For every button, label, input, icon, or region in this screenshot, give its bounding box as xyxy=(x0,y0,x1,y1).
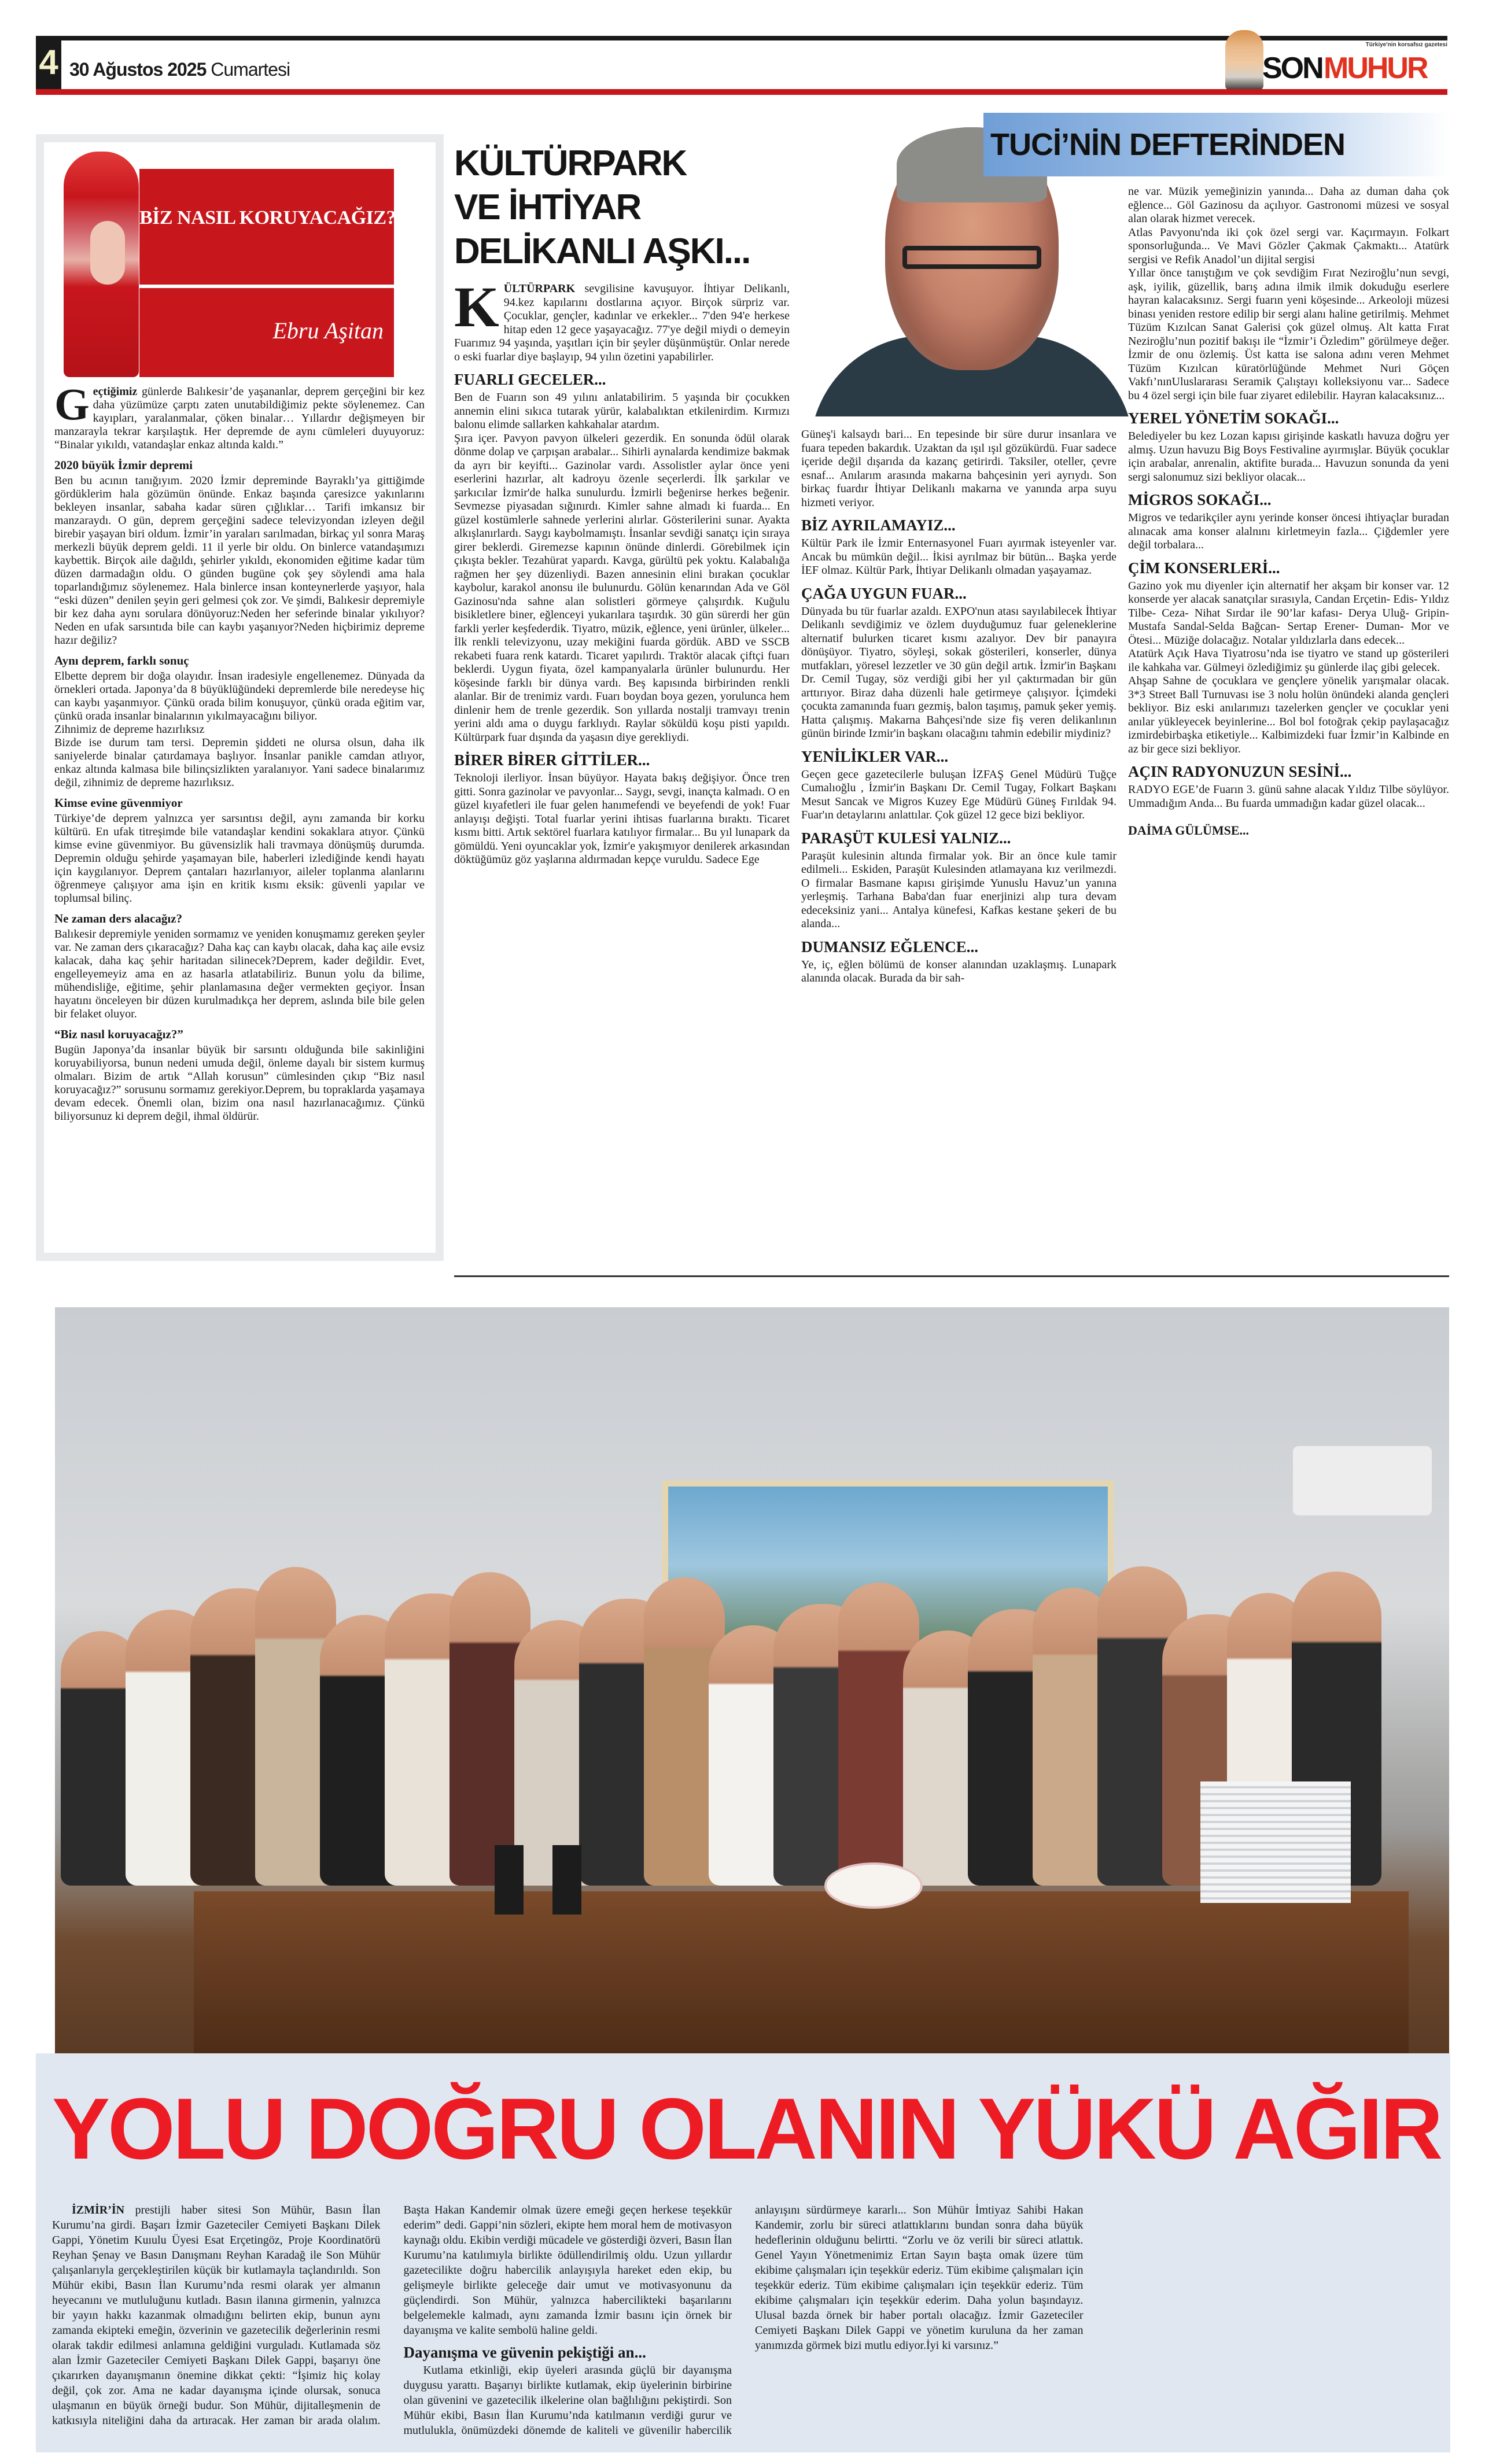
tuci-article-col3 xyxy=(1128,185,1449,842)
glasses-icon xyxy=(902,246,1041,269)
signoff: DAİMA GÜLÜMSE... xyxy=(1128,823,1250,838)
air-conditioner xyxy=(1293,1446,1432,1515)
paragraph: Atlas Pavyonu'nda iki çok özel sergi var. Kaçırmayın. Folkart sponsorluğunda... Ve Mavi Gözler Çakmak Çakmaktı... Atatürk sergisi ve Refik Anadol’un dijital sergisi xyxy=(1128,226,1449,266)
dropcap: G xyxy=(54,379,90,429)
logo-tagline: Türkiye'nin korsafsız gazetesi xyxy=(1365,42,1447,48)
paragraph: Şıra içer. Pavyon pavyon ülkeleri gezerdik. En sonunda ödül olarak dönme dolap ve çarpışan arabalar... Sihirli aynalarda kendimize bakmak da ayrı bir keyifti... Gazinolar vardı. Assolistler aylar önce yeni eserlerini hazırlar, alt kadroyu özenle seçerlerdi. İlk şarkılar ve şarkıcılar İzmir'de halka sunulurdu. İzmirli beğenirse herkes beğenir. Sevmezse piyasadan sığınırdı. Kimler sahne almadı ki fuarda... En güzel kostümlerle sahnede yerlerini alırlar. Gösterilerini sunar. Ayakta alkışlanırlardı. Saygı kaybolmamıştı. İnsanlar sevdiği sanatçı için sıraya girer beklerdi. Giremezse kapının önünde dinlerdi. Görebilmek için çıkışta bekler. Tezahürat yapardı. Kavga, gürültü pek yoktu. Kalabalığa rağmen her şey düzenliydi. Bazen annesinin elini bırakan çocuklar kaybolur, karakol anonsu ile bulunurdu. Gölün kenarından Ada ve Göl Gazinosu'nda sahne alan solistleri görmeye çalışırdık. Kuğulu bisikletlere biner, eğlenceyi yukarılara taşırdık. 30 gün sürerdi her gün farkli yerler keşfederdik. Tiyatro, müzik, eğlence, yeni ürünler, ülkeler... İlk renkli televizyonu, uzay mekiğini fuarda gördük. ABD ve SSCB rekabeti fuara renk katardı. Ticaret yapılırdı. Traktör alacak çiftçi fuarı beklerdi. Uygun fiyata, özel kampanyalarla ürünler bulunurdu. Her köşesinde farklı bir dünya vardı. Beş kapısında birbirinden renkli alanlar. Bir de trenimiz vardı. Fuarı boydan boya gezen, yorulunca hem dinlenir hem de trenle gezerdik. Son yıllarda nostalji tramvayı trenin yerini aldı ama o duygu farklıydı. Raylar söküldü koşu pisti yapıldı. Kültürpark fuar dışında da yaşasın diye gerekliydi. xyxy=(454,431,790,744)
section-banner-title: TUCİ’NİN DEFTERİNDEN xyxy=(990,127,1345,162)
section-heading: ÇAĞA UYGUN FUAR... xyxy=(801,584,967,602)
tuci-lead xyxy=(454,275,790,364)
column-title-band xyxy=(139,169,394,285)
paragraph: Zihnimiz de depreme hazırlıksız xyxy=(54,723,205,736)
paragraph: Ye, iç, eğlen bölümü de konser alanından uzaklaşmış. Lunapark alanında olacak. Burada da bir sah- xyxy=(801,958,1116,984)
paragraph: Kültür Park ile İzmir Enternasyonel Fuarı ayırmak isteyenler var. Ancak bu mümkün değil... İkisi ayrılmaz bir bütün... Başka yerde İEF olmaz. Kültür Park, İhtiyar Delikanlı olmadan yaşayamaz. xyxy=(801,537,1116,577)
column-author-band xyxy=(139,285,394,377)
section-heading: DUMANSIZ EĞLENCE... xyxy=(801,938,979,956)
paragraph: Paraşüt kulesinin altında firmalar yok. Bir an önce kule tamir edilmeli... Eskiden, Paraşüt Kulesinden atlamayana kız verilmezdi. O firmalar Basmane kapısı girişimde Yunuslu Havuz’un yanına yerleşmiş. Tarhana Baba'dan fuar enerjinizi alıp tura devam edeceksiniz yani... Antalya künefesi, Kafkas kestane şekeri de bu alanda... xyxy=(801,849,1116,930)
opinion-column-box xyxy=(36,134,444,1261)
issue-date-text: 30 Ağustos 2025 xyxy=(69,59,207,80)
ataturk-portrait-icon xyxy=(1225,30,1263,90)
section-heading: ÇİM KONSERLERİ... xyxy=(1128,559,1280,577)
news-headline: YOLU DOĞRU OLANIN YÜKÜ AĞIR xyxy=(52,2080,1441,2177)
lead-bold: ÜLTÜRPARK xyxy=(503,282,576,295)
paragraph: Ben de Fuarın son 49 yılını anlatabilirim. 5 yaşında bir çocukken annemin elini sıkıca tutarak yürür, kalabalıktan etkilenirdim. Kırmızı balonu elimde sallarken kahkahalar atardım. xyxy=(454,391,790,431)
section-heading: PARAŞÜT KULESİ YALNIZ... xyxy=(801,829,1011,847)
tuci-col3-sections xyxy=(1128,410,1449,810)
dropcap: K xyxy=(454,275,499,339)
section-heading: YEREL YÖNETİM SOKAĞI... xyxy=(1128,410,1339,427)
lead-bold: eçtiğimiz xyxy=(93,385,138,398)
paragraph: ne var. Müzik yemeğinizin yanında... Daha az duman daha çok eğlence... Göl Gazinosu da açılıyor. Gastronomi müzesi ve sosyal alan olarak hizmet verecek. xyxy=(1128,185,1449,225)
speaker-icon xyxy=(552,1845,581,1915)
cake-icon xyxy=(824,1862,923,1909)
office-desk xyxy=(194,1891,1409,2053)
lead-text: prestijli haber sitesi Son Mühür, Basın İlan Kurumu’na girdi. Başarı İzmir Gazeteciler Cemiyeti Başkanı Dilek Gappi, Yönetim Kuıulu Üyesi Esat Erçetingöz, Proje Koordinatörü Reyhan Şenay ve Basın Danışmanı Reyhan Karadağ ile Son Mühür çalışanlarıyla gerçekleştirilen küçük bir kutlamayla taçlandırıldı. Son Mühür ekibi, Basın İlan Kurumu’nda resmi olarak yer almanın heyecanını ve mutluluğunu kutladı. Basın ilanına girmenin, yalnızca bir yayın hakkı kazanmak olmadığını belirten ekip, bunun aynı zamanda ekipteki emeğin, özverinin ve gazetecilik değerlerinin resmi olarak takdir edilmesi anlamına geldiğini vurguladı. Kutlamada söz alan İzmir Gazeteciler Cemiyeti Başkanı Dilek Gappi, başarıyı öne çıkarırken dayanışmanın önemine dikkat çekti: “İşimiz hiç kolay değil, çok zor. Ama ne kadar dayanışma içinde olursak, sonuca ulaşmanın en büyük örneği budur. Son Mühür, dijitalleşmenin de katkısıyla niteliğini daha da artıracak. Her zaman bir arada olalım. Başta Hakan Kandemir olmak üzere emeği geçen herkese teşekkür ederim” dedi. Gappi’nin sözleri, ekipte hem moral hem de motivasyon kaynağı oldu. Ekibin verdiği mücadele ve gösterdiği özveri, Basın İlan Kurumu’na katılımıyla birlikte ödüllendirilmiş oldu. Uzun yıllardır gazetecilikte doğru habercilik anlayışıyla hareket eden ekip, bu gelişmeyle birlikte geleceğe dair umut ve motivasyonunu da güçlendirdi. Son Mühür, yalnızca habercilikteki başarılarını belgelemekle kalmadı, aynı zamanda İzmir basını için örnek bir dayanışma ve kalite sembolü haline geldi. xyxy=(52,2204,732,2427)
paragraph: Belediyeler bu kez Lozan kapısı girişinde kaskatlı havuza doğru yer almış. Uzun havuzu Big Boys Festivaline ayırmışlar. Büyük çocuklar için arabalar, anrenalin, aktifite burada... Havuzun sonunda da yeni sergi salonumuz sizi bekliyor olacak... xyxy=(1128,430,1449,484)
paragraph: Elbette deprem bir doğa olayıdır. İnsan iradesiyle engellenemez. Dünyada da örnekleri ortada. Japonya’da 8 büyüklüğündeki depremlerde bile neredeyse hiç can kaybı yaşanmıyor. Çünkü orada bilim konuşuyor, çünkü orada eğitim var, çünkü orada insanlar binalarının yıkılmayacağını biliyor. xyxy=(54,670,425,722)
paragraph: Balıkesir depremiyle yeniden sormamız ve yeniden konuşmamız gereken şeyler var. Ne zaman ders çıkaracağız? Daha kaç can kaybı olacak, daha kaç aile evsiz kalacak, daha kaç şehir haritadan silinecek?Deprem, kader değildir. Evet, engelleyemeyiz ama en az hasarla atlatabiliriz. Bunun yolu da bilime, mühendisliğe, eğitime, şehir planlamasına değer vermekten geçiyor. İnsan hayatını önceleyen bir düzen kurulmadıkça her deprem, aslında bile bile gelen bir felaket oluyor. xyxy=(54,928,425,1020)
paper-stack xyxy=(1200,1781,1351,1903)
section-divider xyxy=(454,1275,1449,1277)
headline-line: DELİKANLI AŞKI... xyxy=(454,231,750,271)
son-muhur-logo[interactable] xyxy=(1222,30,1447,90)
paragraph: Ahşap Sahne de çocuklara ve gençlere yönelik yarışmalar olacak. 3*3 Street Ball Turnuvası ise 3 nolu holün önündeki alanda gençleri bekliyor. Biz eski anılarımızı tazelerken gençler ve çocuklar yeni anılar yükleyecek beyinlerine... Bol bol fotoğrak çekip paylaşacağız izmirdebirbaşka etiketiyle... Kalbimizdeki fuar İzmir’in Kalbinde en az bir gece sizi bekliyor. xyxy=(1128,674,1449,755)
news-article-body xyxy=(52,2203,1435,2440)
tuci-headline xyxy=(454,142,801,274)
paragraph: Gazino yok mu diyenler için alternatif her akşam bir konser var. 12 konserde yer alacak sanatçılar sırasıyla, Candan Erçetin- Edis- Yıldız Tilbe- Ceza- Nihat Sırdar ile 90’lar kafası- Derya Uluğ- Gripin- Mustafa Sandal-Selda Bağcan- Sertap Erener- Duman- Mor ve Ötesi... Müziğe dolacağız. Notalar yıldızlarla dans edecek... xyxy=(1128,579,1449,647)
section-heading: Kimse evine güvenmiyor xyxy=(54,796,183,810)
lead-text: sevgilisine kavuşuyor. İhtiyar Delikanlı, 94.kez kapılarını dostlarına açıyor. Birçok sürpriz var. Çocuklar, gençler, kadınlar ve erkekler... 7'den 94'e herkese hitap eden 12 gece yaşayacağız. 77'ye değil miydi o demeyin Fuarımız 94 yaşında, yaşıtları için bir şeyler düşünmüştür. Onlar nerede o eski fuarlar diye başlayıp, 94 yılın özetini yapabilirler. xyxy=(454,282,790,363)
opinion-article-body xyxy=(54,379,425,1123)
section-heading: MİGROS SOKAĞI... xyxy=(1128,491,1272,508)
section-heading: 2020 büyük İzmir depremi xyxy=(54,458,193,472)
opinion-column-inner xyxy=(44,142,436,1253)
news-closing: Kutlama etkinliği, ekip üyeleri arasında güçlü bir dayanışma duygusu yarattı. Başarıyı birlikte kutlamak, ekip üyelerinin birbirine olan güvenini ve gazetecilik ilkelerine olan bağlılığını pekiştirdi. Son Mühür ekibi, Basın İlan Kurumu’nda katılmanın verdiği gurur ve mutlulukla, önümüzdeki dönemde de kaliteli ve güvenilir habercilik anlayışını sürdürmeye kararlı... Son Mühür İmtiyaz Sahibi Hakan Kandemir, zorlu bir süreci atlattıklarını bundan sonra daha büyük hedeflerinin olduğunu belirtti. “Zorlu ve öz verili bir süreci atlattık. Genel Yayın Yönetmenimiz Ertan Sayın başta omak üzere tüm ekibime çalışmaları için teşekkür ederiz. Tüm ekibime çalışmaları için teşekkür ederiz. Tüm ekibime çalışmaları için teşekkür ederiz. Tüm ekibime çalışmaları için teşekkür ederim. Daha yolun başındayız. Ulusal bazda örnek bir haber portalı olacağız. İzmir Gazeteciler Cemiyeti Başkanı Dilek Gappi ve yönetim kuruluna da her zaman yanımızda görmek bizi mutlu ediyor.İyi ki varsınız.” xyxy=(403,2204,1084,2437)
speaker-icon xyxy=(495,1845,524,1915)
tuci-col2-sections xyxy=(801,517,1116,986)
lead-text: günlerde Balıkesir’de yaşananlar, deprem gerçeğini bir kez daha yüzümüze çarptı zaten unutabildiğimiz pekte söylenemez. Can kayıpları, yaralanmalar, çöken binalar… Yıllardır değişmeyen bir manzarayla tekrar karşılaştık. Her depremde de aynı cümleleri duyuyoruz: “Binalar yıkıldı, vatandaşlar enkaz altında kaldı.” xyxy=(54,385,425,451)
paragraph: Dünyada bu tür fuarlar azaldı. EXPO'nun atası sayılabilecek İhtiyar Delikanlı sevdiğimiz ve özlem duyduğumuz fuar geleneklerine alternatif bulurken ticaret kısmı azalıyor. Dev bir panayıra dönüşüyor. Tiyatro, söyleşi, sokak gösterileri, konserler, dünya mutfakları, yöresel lezzetler ve 30 gün değil artık. İzmir'in Başkanı Dr. Cemil Tugay, söz verdiği gibi her yıl çaktırmadan bir gün arttırıyor. Biraz daha düzenli hale getirmeye çalışıyor. İçimdeki çocukta zamanında fuarı gezmiş, balon taşımış, pamuk şeker yemiş. Hatta çalışmış. Makarna Bahçesi'nde size fiş veren delikanlının günün birinde Izmir'in başkanı olacağını tahmin edebilir miydiniz? xyxy=(801,604,1116,740)
issue-date xyxy=(69,59,290,80)
paragraph: Migros ve tedarikçiler aynı yerinde konser öncesi ihtiyaçlar buradan alınacak ama konser alalnını kirletmeyin fazla... Çiğdemler yere değil torbalara... xyxy=(1128,511,1449,551)
col3-intro xyxy=(1128,185,1449,403)
section-heading: “Biz nasıl koruyacağız?” xyxy=(54,1027,183,1041)
section-heading: YENİLİKLER VAR... xyxy=(801,747,949,765)
col2-intro: Güneş'i kalsaydı bari... En tepesinde bir süre durur insanlara ve fuara tepeden bakardık. Uzaktan da ışıl ışıl gözükürdü. Fuar sadece içeride değil dışarıda da kazanç getirirdi. Taksiler, oteller, çevre esnaf... Anılarım arasında makarna bahçesinin yeri ayrıydı. Son birkaç fuardır İhtiyar Delikanlı makarna ve yanında arpa suyu hizmeti veriyor. xyxy=(801,428,1116,509)
masthead xyxy=(36,36,1447,95)
section-heading: BİRER BİRER GİTTİLER... xyxy=(454,751,650,769)
tuci-article-col1 xyxy=(454,275,790,867)
section-heading: FUARLI GECELER... xyxy=(454,371,606,388)
logo-son: SON xyxy=(1262,51,1322,85)
paragraph: Bizde ise durum tam tersi. Depremin şiddeti ne olursa olsun, daha ilk saniyelerde binalar çatırdamaya başlıyor. İnsanlar panikle camdan atlıyor, enkaz altında kalmasa bile bilinçsizlikten yaralanıyor. Yani sadece binalarımız değil, zihnimiz de depreme hazırlıksız. xyxy=(54,736,425,789)
paragraph: Ben bu acının tanığıyım. 2020 İzmir depreminde Bayraklı’ya gittiğimde gördüklerim hala gözümün önünde. Enkaz başında çaresizce yakınlarını bekleyen insanlar, sabaha kadar süren çığlıklar… Tarifi imkansız bir manzaraydı. O gün, deprem gerçeğini sadece televizyondan izleyen değil birebir yaşayan biri oldum. İzmir’in yaraları sarılmadan, birkaç yıl sonra Maraş merkezli büyük deprem geldi. 11 il yerle bir oldu. On binlerce vatandaşımızı kaybettik. Birçok aile dağıldı, şehirler yıkıldı, ekonomiden eğitime kadar tüm düzen darmadağın oldu. O günden bugüne çok şey söylendi ama hala toparlandığımız söylenemez. Hala binlerce insan konteynerlerde yaşıyor, hala “eski düzen” denilen şeyin geri gelmesi çok zor. Ve şimdi, Balıkesir depremiyle bir kez daha aynı sorulara dönüyoruz:Neden her seferinde binalar yıkılıyor?Neden en ufak sarsıntıda bile can kaybı yaşanıyor?Neden hiçbirimiz depreme hazır değiliz? xyxy=(54,474,425,647)
column-title: BİZ NASIL KORUYACAĞIZ? xyxy=(139,207,396,228)
article-lead xyxy=(54,379,425,452)
news-subheading: Dayanışma ve güvenin pekiştiği an... xyxy=(403,2344,646,2361)
headline-line: VE İHTİYAR xyxy=(454,187,641,227)
group-celebration-photo xyxy=(55,1307,1449,2053)
headline-line: KÜLTÜRPARK xyxy=(454,143,687,183)
logo-muhur: MUHUR xyxy=(1324,51,1427,85)
paragraph: RADYO EGE’de Fuarın 3. günü sahne alacak Yıldız Tilbe söylüyor. Ummadığım Anda... Bu fuarda ummadığın kadar güzel olacak... xyxy=(1128,783,1449,810)
article-sections xyxy=(54,459,425,1123)
lead-bold: İZMİR’İN xyxy=(72,2204,125,2216)
section-heading: AÇIN RADYONUZUN SESİNİ... xyxy=(1128,763,1352,780)
paragraph: Geçen gece gazetecilerle buluşan İZFAŞ Genel Müdürü Tuğçe Cumalıoğlu , İzmir'in Başkanı Dr. Cemil Tugay, Folkart Başkanı Mesut Sancak ve Migros Kuzey Ege Müdürü Güneş Fırıldak 94. Fuar'ın detaylarını anlattılar. Çok güzel 12 gece bizi bekliyor. xyxy=(801,768,1116,821)
section-heading: BİZ AYRILAMAYIZ... xyxy=(801,517,956,534)
section-banner xyxy=(983,113,1449,176)
author-photo xyxy=(64,152,139,377)
paragraph: Teknoloji ilerliyor. İnsan büyüyor. Hayata bakış değişiyor. Önce tren gitti. Sonra gazinolar ve pavyonlar... Saygı, sevgi, inançta kalmadı. O en güzel kıyafetleri ile fuar gelen hanımefendi ve beyefendi de yok! Fuar anlayışı değişti. Total fuarlar yerini ihtisas fuarlarına bıraktı. Ticaret kısmı bitti. Artık sektörel fuarlara katılıyor firmalar... Bu yıl lunapark da gömüldü. Yeni oyuncaklar yok, İzmir'e yakışmıyor denilerek arkasından döktüğümüz göz yaşlarına aldırmadan kepçe vuruldu. Sadece Ege xyxy=(454,772,790,866)
tuci-col1-sections xyxy=(454,371,790,867)
page-number: 4 xyxy=(36,36,61,89)
paragraph: Yıllar önce tanıştığım ve çok sevdiğim Fırat Neziroğlu’nun sevgi, aşk, iyilik, güzellik, barış adına ilmik ilmik dokuduğu eserlere hayran kalacaksınız. Sergi fuarın yeni köşesinde... Arkeoloji müzesi binası yeniden restore edilip bir sergi alanı haline getirilmiş. Mehmet Tüzüm Kızılcan Sanat Galerisi çok güzel olmuş. Alt katta Fırat Neziroğlu’nun pozitif bakışı ile “İzmir’i Özledim” görülmeye değer. İzmir de onu özlemiş. Üst katta ise salona adını veren Mehmet Tüzüm Kızılcan küratörlüğünde Mehmet Nuri Göçen Vakfı’nınUluslararası Seramik Çalıştayı kolleksiyonu var... Sadece bu 4 özel sergi için bile fuar ziyaret edilebilir. Hayran kalacaksınız... xyxy=(1128,267,1449,402)
paragraph: Atatürk Açık Hava Tiyatrosu’nda ise tiyatro ve stand up gösterileri ile kahkaha var. Gülmeyi özlediğimiz şu günlerde ilaç gibi gelecek. xyxy=(1128,647,1449,674)
section-heading: Aynı deprem, farklı sonuç xyxy=(54,654,189,667)
column-author: Ebru Aşitan xyxy=(272,318,384,344)
paragraph: Türkiye’de deprem yalnızca yer sarsıntısı değil, aynı zamanda bir korku kültürü. En ufak titreşimde bile vatandaşlar kendini sokaklara atıyor. Çünkü kimse evine güvenmiyor. Bu güvensizlik hali travmaya dönüşmüş durumda. Depremin olduğu şehirde yaşamayan bile, haberleri izlediğinde kendi hayatı için kaygılanıyor. Deprem çantaları hazırlanıyor, aileler toplanma alanlarını öğrenmeye çalışıyor ama işin en kritik kısmı eksik: güvenli yapılar ve toplumsal bilinç. xyxy=(54,812,425,905)
section-heading: Ne zaman ders alacağız? xyxy=(54,912,183,925)
masthead-red-rule xyxy=(36,89,1447,95)
tuci-article-col2 xyxy=(801,428,1116,986)
issue-day-text: Cumartesi xyxy=(211,59,290,80)
paragraph: Bugün Japonya’da insanlar büyük bir sarsıntı olduğunda bile sakinliğini koruyabiliyorsa, bunun nedeni umuda değil, önleme dayalı bir sistem kurmuş olmaları. Bizim de artık “Allah korusun” cümlesinden çıkıp “Biz nasıl koruyacağız?” sorusunu sormamız gerekiyor.Deprem, bu topraklarda yaşamaya devam edecek. Önemli olan, bizim ona nasıl hazırlanacağımız. Çünkü biliyorsunuz ki deprem değil, ihmal öldürür. xyxy=(54,1043,425,1123)
